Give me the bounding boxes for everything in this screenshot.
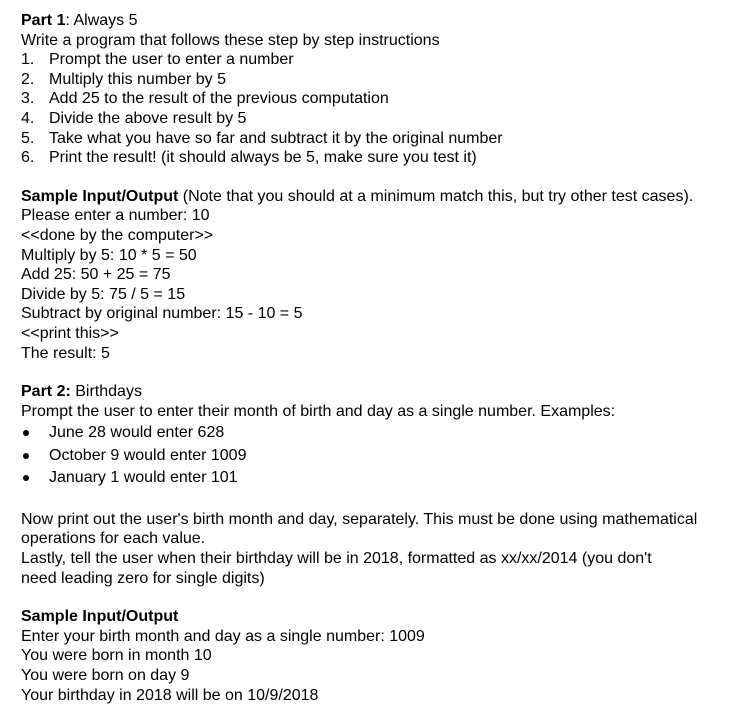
part2-paragraph-2-line-2: need leading zero for single digits) <box>21 569 265 587</box>
sample-line: Please enter a number: 10 <box>21 207 210 225</box>
list-item <box>21 129 754 149</box>
part1-heading <box>21 11 754 31</box>
part1-heading-title: : Always 5 <box>65 12 138 29</box>
step-text: Multiply this number by 5 <box>49 70 226 88</box>
list-item <box>21 89 754 109</box>
part2-examples-list <box>21 423 754 491</box>
sample-line: Multiply by 5: 10 * 5 = 50 <box>21 246 197 264</box>
spacer <box>21 588 754 607</box>
part2-heading <box>21 382 754 402</box>
sample-line: Your birthday in 2018 will be on 10/9/2018 <box>21 686 319 704</box>
step-text: Divide the above result by 5 <box>49 109 247 127</box>
sample-line: Enter your birth month and day as a single number: 1009 <box>21 627 425 645</box>
sample-line: You were born on day 9 <box>21 666 190 684</box>
example-text: October 9 would enter 1009 <box>49 446 247 464</box>
part1-sample-heading <box>21 187 754 207</box>
sample-line: <<print this>> <box>21 324 119 342</box>
part2-sample-heading <box>21 607 754 627</box>
step-text: Print the result! (it should always be 5, make sure you test it) <box>49 149 477 167</box>
list-item <box>21 50 754 70</box>
step-text: Take what you have so far and subtract it by the original number <box>49 129 503 147</box>
sample-line: Divide by 5: 75 / 5 = 15 <box>21 285 186 303</box>
bullet-icon <box>23 453 29 459</box>
sample-heading-note: (Note that you should at a minimum match this, but try other test cases). <box>178 187 694 205</box>
spacer <box>21 363 754 382</box>
part1-heading-label: Part 1 <box>21 12 66 29</box>
sample-line: The result: 5 <box>21 344 110 362</box>
part1-intro: Write a program that follows these step by step instructions <box>21 31 440 49</box>
spacer <box>21 168 754 187</box>
sample-line: Add 25: 50 + 25 = 75 <box>21 266 171 284</box>
list-item <box>21 423 754 446</box>
step-number: 3. <box>21 90 35 108</box>
step-number: 6. <box>21 149 35 167</box>
step-number: 4. <box>21 109 35 127</box>
example-text: January 1 would enter 101 <box>49 469 238 487</box>
list-item <box>21 468 754 491</box>
part2-paragraph-2-line-1: Lastly, tell the user when their birthday will be in 2018, formatted as xx/xx/2014 (you don't <box>21 549 652 567</box>
part2-heading-label: Part 2: <box>21 383 71 401</box>
step-number: 2. <box>21 70 35 88</box>
part1-steps-list <box>21 50 754 168</box>
step-number: 5. <box>21 129 35 147</box>
step-text: Prompt the user to enter a number <box>49 51 294 69</box>
list-item <box>21 446 754 469</box>
example-text: June 28 would enter 628 <box>49 424 225 442</box>
list-item <box>21 148 754 168</box>
part2-heading-title: Birthdays <box>70 383 142 401</box>
part2-paragraph-1: Now print out the user's birth month and day, separately. This must be done using mathematical operations for each value. <box>21 510 698 548</box>
sample-line: <<done by the computer>> <box>21 226 214 244</box>
sample-heading-label: Sample Input/Output <box>21 608 179 626</box>
list-item <box>21 70 754 90</box>
step-number: 1. <box>21 51 35 69</box>
step-text: Add 25 to the result of the previous computation <box>49 90 389 108</box>
bullet-icon <box>23 430 29 436</box>
sample-heading-label: Sample Input/Output <box>21 187 179 205</box>
spacer <box>21 491 754 510</box>
list-item <box>21 109 754 129</box>
sample-line: You were born in month 10 <box>21 647 212 665</box>
sample-line: Subtract by original number: 15 - 10 = 5 <box>21 305 303 323</box>
bullet-icon <box>23 475 29 481</box>
part2-intro: Prompt the user to enter their month of birth and day as a single number. Examples: <box>21 402 616 420</box>
